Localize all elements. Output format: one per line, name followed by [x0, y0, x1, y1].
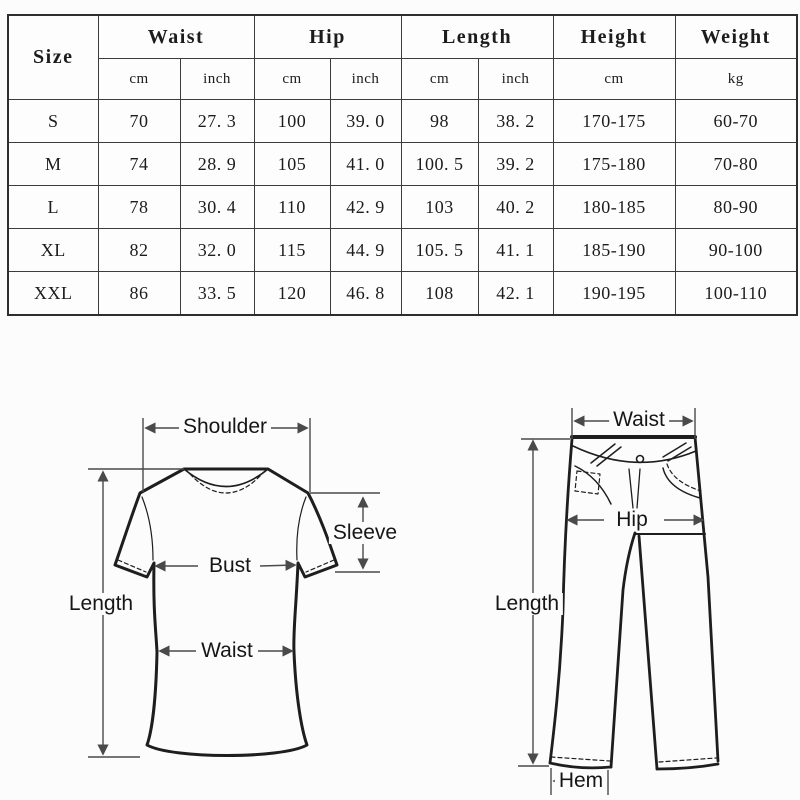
table-cell: 33. 5: [180, 272, 254, 316]
table-cell: 80-90: [675, 186, 797, 229]
table-cell: 190-195: [553, 272, 675, 316]
unit-header: cm: [254, 59, 330, 100]
table-cell: 185-190: [553, 229, 675, 272]
tshirt-armhole-left: [142, 497, 153, 560]
unit-header: cm: [401, 59, 478, 100]
table-cell: 40. 2: [478, 186, 553, 229]
pants-drawing: [550, 437, 718, 769]
table-cell: 100. 5: [401, 143, 478, 186]
pants-hem-stitch-right: [659, 758, 716, 762]
table-cell: 170-175: [553, 100, 675, 143]
col-header-length: Length: [401, 15, 553, 59]
table-cell: XL: [8, 229, 98, 272]
table-cell: 39. 2: [478, 143, 553, 186]
pants-button: [637, 456, 644, 463]
table-cell: 28. 9: [180, 143, 254, 186]
unit-header: inch: [478, 59, 553, 100]
tshirt-collar-stitch: [190, 474, 262, 493]
unit-header: inch: [180, 59, 254, 100]
tshirt-drawing: [115, 469, 337, 756]
table-cell: XXL: [8, 272, 98, 316]
pants-left-hem: [550, 763, 611, 768]
table-cell: 175-180: [553, 143, 675, 186]
table-cell: 44. 9: [330, 229, 401, 272]
shirt-shoulder-label: Shoulder: [179, 416, 271, 438]
table-cell: 98: [401, 100, 478, 143]
col-header-height: Height: [553, 15, 675, 59]
table-cell: 74: [98, 143, 180, 186]
tshirt-armhole-right: [297, 497, 306, 560]
shirt-sleeve-label: Sleeve: [329, 522, 401, 544]
table-cell: 78: [98, 186, 180, 229]
pants-right-inner-seam: [639, 536, 657, 769]
table-cell: 115: [254, 229, 330, 272]
table-cell: 105: [254, 143, 330, 186]
table-cell: 30. 4: [180, 186, 254, 229]
col-header-waist: Waist: [98, 15, 254, 59]
shirt-bust-label: Bust: [205, 555, 255, 577]
unit-header: cm: [553, 59, 675, 100]
pants-waist-label: Waist: [609, 409, 669, 431]
tshirt-outline: [115, 469, 337, 756]
col-header-hip: Hip: [254, 15, 401, 59]
table-cell: 70: [98, 100, 180, 143]
table-cell: 105. 5: [401, 229, 478, 272]
pants-hem-label: Hem: [555, 770, 607, 792]
table-cell: 70-80: [675, 143, 797, 186]
table-cell: 86: [98, 272, 180, 316]
pants-right-outer-seam: [695, 437, 718, 761]
table-cell: 90-100: [675, 229, 797, 272]
pants-pocket-right: [663, 468, 700, 498]
shirt-length-label: Length: [65, 593, 137, 615]
shirt-waist-label: Waist: [197, 640, 257, 662]
pants-left-inner-seam: [611, 533, 635, 767]
pants-pocket-right-stitch: [667, 464, 701, 491]
table-cell: 120: [254, 272, 330, 316]
tshirt-collar: [184, 469, 268, 487]
table-cell: 27. 3: [180, 100, 254, 143]
table-cell: 41. 0: [330, 143, 401, 186]
pants-hem-stitch-left: [551, 757, 610, 761]
col-header-weight: Weight: [675, 15, 797, 59]
col-header-size: Size: [8, 15, 98, 100]
table-cell: 100-110: [675, 272, 797, 316]
table-cell: 32. 0: [180, 229, 254, 272]
table-cell: L: [8, 186, 98, 229]
unit-header: cm: [98, 59, 180, 100]
table-cell: 41. 1: [478, 229, 553, 272]
table-cell: 42. 1: [478, 272, 553, 316]
bust-arrow-right: [260, 565, 295, 566]
table-cell: 39. 0: [330, 100, 401, 143]
table-cell: 42. 9: [330, 186, 401, 229]
table-cell: 38. 2: [478, 100, 553, 143]
table-cell: S: [8, 100, 98, 143]
table-cell: 180-185: [553, 186, 675, 229]
pants-length-label: Length: [491, 593, 563, 615]
table-cell: 100: [254, 100, 330, 143]
table-cell: 108: [401, 272, 478, 316]
table-cell: 82: [98, 229, 180, 272]
pants-right-hem: [657, 764, 718, 769]
unit-header: kg: [675, 59, 797, 100]
table-cell: M: [8, 143, 98, 186]
table-cell: 46. 8: [330, 272, 401, 316]
unit-header: inch: [330, 59, 401, 100]
table-cell: 110: [254, 186, 330, 229]
pants-hip-label: Hip: [612, 509, 652, 531]
table-cell: 60-70: [675, 100, 797, 143]
table-cell: 103: [401, 186, 478, 229]
pants-fly-stitch: [629, 469, 640, 508]
